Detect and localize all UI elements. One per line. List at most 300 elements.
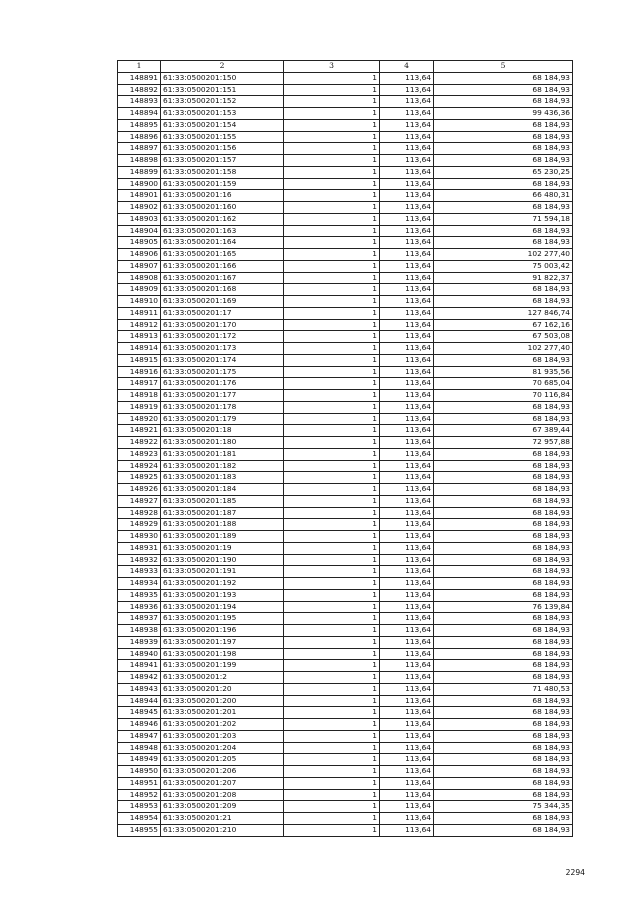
cadastral-number-cell: 61:33:0500201:187: [161, 507, 284, 519]
amount-cell: 68 184,93: [434, 789, 573, 801]
area-cell: 113,64: [380, 566, 434, 578]
table-row: [118, 284, 573, 296]
cadastral-number-cell: 61:33:0500201:165: [161, 249, 284, 261]
quantity-cell: 1: [284, 119, 380, 131]
area-cell: 113,64: [380, 683, 434, 695]
area-cell: 113,64: [380, 495, 434, 507]
row-number-cell: 148918: [118, 390, 161, 402]
table-row: [118, 625, 573, 637]
quantity-cell: 1: [284, 660, 380, 672]
table-row: [118, 119, 573, 131]
row-number-cell: 148893: [118, 96, 161, 108]
quantity-cell: 1: [284, 460, 380, 472]
cadastral-number-cell: 61:33:0500201:195: [161, 613, 284, 625]
quantity-cell: 1: [284, 143, 380, 155]
row-number-cell: 148950: [118, 766, 161, 778]
table-row: [118, 202, 573, 214]
table-row: [118, 542, 573, 554]
row-number-cell: 148924: [118, 460, 161, 472]
quantity-cell: 1: [284, 801, 380, 813]
amount-cell: 68 184,93: [434, 237, 573, 249]
amount-cell: 68 184,93: [434, 813, 573, 825]
area-cell: 113,64: [380, 96, 434, 108]
table-row: [118, 296, 573, 308]
amount-cell: 68 184,93: [434, 519, 573, 531]
amount-cell: 68 184,93: [434, 660, 573, 672]
data-table: [117, 60, 573, 837]
quantity-cell: 1: [284, 695, 380, 707]
table-row: [118, 343, 573, 355]
column-header-5: 5: [434, 61, 573, 73]
cadastral-number-cell: 61:33:0500201:21: [161, 813, 284, 825]
area-cell: 113,64: [380, 296, 434, 308]
row-number-cell: 148945: [118, 707, 161, 719]
area-cell: 113,64: [380, 672, 434, 684]
amount-cell: 68 184,93: [434, 448, 573, 460]
row-number-cell: 148910: [118, 296, 161, 308]
table-row: [118, 131, 573, 143]
area-cell: 113,64: [380, 460, 434, 472]
cadastral-number-cell: 61:33:0500201:167: [161, 272, 284, 284]
row-number-cell: 148911: [118, 307, 161, 319]
row-number-cell: 148907: [118, 260, 161, 272]
row-number-cell: 148954: [118, 813, 161, 825]
amount-cell: 68 184,93: [434, 495, 573, 507]
table-row: [118, 425, 573, 437]
row-number-cell: 148927: [118, 495, 161, 507]
row-number-cell: 148946: [118, 719, 161, 731]
cadastral-number-cell: 61:33:0500201:174: [161, 354, 284, 366]
row-number-cell: 148941: [118, 660, 161, 672]
quantity-cell: 1: [284, 578, 380, 590]
quantity-cell: 1: [284, 589, 380, 601]
quantity-cell: 1: [284, 425, 380, 437]
row-number-cell: 148905: [118, 237, 161, 249]
quantity-cell: 1: [284, 131, 380, 143]
amount-cell: 76 139,84: [434, 601, 573, 613]
area-cell: 113,64: [380, 719, 434, 731]
area-cell: 113,64: [380, 789, 434, 801]
cadastral-number-cell: 61:33:0500201:20: [161, 683, 284, 695]
cadastral-number-cell: 61:33:0500201:169: [161, 296, 284, 308]
amount-cell: 68 184,93: [434, 531, 573, 543]
cadastral-number-cell: 61:33:0500201:182: [161, 460, 284, 472]
table-row: [118, 824, 573, 836]
quantity-cell: 1: [284, 225, 380, 237]
quantity-cell: 1: [284, 108, 380, 120]
row-number-cell: 148912: [118, 319, 161, 331]
table-row: [118, 695, 573, 707]
amount-cell: 81 935,56: [434, 366, 573, 378]
table-row: [118, 96, 573, 108]
quantity-cell: 1: [284, 166, 380, 178]
row-number-cell: 148923: [118, 448, 161, 460]
cadastral-number-cell: 61:33:0500201:163: [161, 225, 284, 237]
row-number-cell: 148908: [118, 272, 161, 284]
cadastral-number-cell: 61:33:0500201:151: [161, 84, 284, 96]
quantity-cell: 1: [284, 683, 380, 695]
amount-cell: 68 184,93: [434, 460, 573, 472]
quantity-cell: 1: [284, 260, 380, 272]
amount-cell: 68 184,93: [434, 143, 573, 155]
area-cell: 113,64: [380, 625, 434, 637]
cadastral-number-cell: 61:33:0500201:156: [161, 143, 284, 155]
area-cell: 113,64: [380, 648, 434, 660]
quantity-cell: 1: [284, 519, 380, 531]
cadastral-number-cell: 61:33:0500201:160: [161, 202, 284, 214]
table-row: [118, 366, 573, 378]
row-number-cell: 148899: [118, 166, 161, 178]
amount-cell: 68 184,93: [434, 766, 573, 778]
area-cell: 113,64: [380, 401, 434, 413]
row-number-cell: 148900: [118, 178, 161, 190]
row-number-cell: 148891: [118, 72, 161, 84]
area-cell: 113,64: [380, 472, 434, 484]
cadastral-number-cell: 61:33:0500201:180: [161, 437, 284, 449]
amount-cell: 68 184,93: [434, 695, 573, 707]
area-cell: 113,64: [380, 249, 434, 261]
table-row: [118, 648, 573, 660]
amount-cell: 70 685,04: [434, 378, 573, 390]
quantity-cell: 1: [284, 190, 380, 202]
cadastral-number-cell: 61:33:0500201:200: [161, 695, 284, 707]
cadastral-number-cell: 61:33:0500201:158: [161, 166, 284, 178]
table-row: [118, 390, 573, 402]
area-cell: 113,64: [380, 225, 434, 237]
cadastral-number-cell: 61:33:0500201:178: [161, 401, 284, 413]
table-row: [118, 730, 573, 742]
row-number-cell: 148937: [118, 613, 161, 625]
quantity-cell: 1: [284, 484, 380, 496]
amount-cell: 127 846,74: [434, 307, 573, 319]
cadastral-number-cell: 61:33:0500201:210: [161, 824, 284, 836]
amount-cell: 68 184,93: [434, 625, 573, 637]
amount-cell: 68 184,93: [434, 296, 573, 308]
row-number-cell: 148955: [118, 824, 161, 836]
quantity-cell: 1: [284, 249, 380, 261]
quantity-cell: 1: [284, 672, 380, 684]
table-row: [118, 108, 573, 120]
area-cell: 113,64: [380, 813, 434, 825]
amount-cell: 65 230,25: [434, 166, 573, 178]
amount-cell: 70 116,84: [434, 390, 573, 402]
quantity-cell: 1: [284, 648, 380, 660]
table-row: [118, 566, 573, 578]
row-number-cell: 148944: [118, 695, 161, 707]
area-cell: 113,64: [380, 437, 434, 449]
row-number-cell: 148917: [118, 378, 161, 390]
cadastral-number-cell: 61:33:0500201:192: [161, 578, 284, 590]
area-cell: 113,64: [380, 531, 434, 543]
amount-cell: 67 503,08: [434, 331, 573, 343]
amount-cell: 75 344,35: [434, 801, 573, 813]
row-number-cell: 148909: [118, 284, 161, 296]
area-cell: 113,64: [380, 260, 434, 272]
amount-cell: 68 184,93: [434, 648, 573, 660]
cadastral-number-cell: 61:33:0500201:155: [161, 131, 284, 143]
area-cell: 113,64: [380, 742, 434, 754]
amount-cell: 102 277,40: [434, 249, 573, 261]
area-cell: 113,64: [380, 425, 434, 437]
quantity-cell: 1: [284, 472, 380, 484]
amount-cell: 99 436,36: [434, 108, 573, 120]
amount-cell: 68 184,93: [434, 554, 573, 566]
table-row: [118, 531, 573, 543]
cadastral-number-cell: 61:33:0500201:204: [161, 742, 284, 754]
amount-cell: 68 184,93: [434, 413, 573, 425]
row-number-cell: 148913: [118, 331, 161, 343]
amount-cell: 91 822,37: [434, 272, 573, 284]
row-number-cell: 148901: [118, 190, 161, 202]
row-number-cell: 148934: [118, 578, 161, 590]
amount-cell: 68 184,93: [434, 566, 573, 578]
row-number-cell: 148952: [118, 789, 161, 801]
row-number-cell: 148906: [118, 249, 161, 261]
area-cell: 113,64: [380, 190, 434, 202]
table-row: [118, 319, 573, 331]
cadastral-number-cell: 61:33:0500201:159: [161, 178, 284, 190]
quantity-cell: 1: [284, 625, 380, 637]
amount-cell: 68 184,93: [434, 542, 573, 554]
amount-cell: 68 184,93: [434, 672, 573, 684]
cadastral-number-cell: 61:33:0500201:179: [161, 413, 284, 425]
amount-cell: 68 184,93: [434, 84, 573, 96]
table-row: [118, 190, 573, 202]
table-row: [118, 789, 573, 801]
amount-cell: 71 480,53: [434, 683, 573, 695]
cadastral-number-cell: 61:33:0500201:154: [161, 119, 284, 131]
quantity-cell: 1: [284, 777, 380, 789]
amount-cell: 68 184,93: [434, 178, 573, 190]
cadastral-number-cell: 61:33:0500201:175: [161, 366, 284, 378]
quantity-cell: 1: [284, 613, 380, 625]
area-cell: 113,64: [380, 155, 434, 167]
table-row: [118, 237, 573, 249]
row-number-cell: 148936: [118, 601, 161, 613]
row-number-cell: 148903: [118, 213, 161, 225]
amount-cell: 68 184,93: [434, 824, 573, 836]
row-number-cell: 148898: [118, 155, 161, 167]
area-cell: 113,64: [380, 484, 434, 496]
cadastral-number-cell: 61:33:0500201:2: [161, 672, 284, 684]
row-number-cell: 148892: [118, 84, 161, 96]
amount-cell: 67 389,44: [434, 425, 573, 437]
cadastral-number-cell: 61:33:0500201:168: [161, 284, 284, 296]
row-number-cell: 148894: [118, 108, 161, 120]
row-number-cell: 148949: [118, 754, 161, 766]
quantity-cell: 1: [284, 730, 380, 742]
area-cell: 113,64: [380, 272, 434, 284]
amount-cell: 102 277,40: [434, 343, 573, 355]
area-cell: 113,64: [380, 378, 434, 390]
row-number-cell: 148921: [118, 425, 161, 437]
table-row: [118, 413, 573, 425]
cadastral-number-cell: 61:33:0500201:209: [161, 801, 284, 813]
area-cell: 113,64: [380, 284, 434, 296]
area-cell: 113,64: [380, 354, 434, 366]
row-number-cell: 148932: [118, 554, 161, 566]
area-cell: 113,64: [380, 343, 434, 355]
table-row: [118, 307, 573, 319]
header-row: [118, 61, 573, 73]
amount-cell: 75 003,42: [434, 260, 573, 272]
quantity-cell: 1: [284, 437, 380, 449]
area-cell: 113,64: [380, 507, 434, 519]
table-row: [118, 613, 573, 625]
quantity-cell: 1: [284, 401, 380, 413]
table-row: [118, 155, 573, 167]
quantity-cell: 1: [284, 202, 380, 214]
cadastral-number-cell: 61:33:0500201:199: [161, 660, 284, 672]
quantity-cell: 1: [284, 155, 380, 167]
column-header-1: 1: [118, 61, 161, 73]
cadastral-number-cell: 61:33:0500201:188: [161, 519, 284, 531]
row-number-cell: 148915: [118, 354, 161, 366]
row-number-cell: 148929: [118, 519, 161, 531]
cadastral-number-cell: 61:33:0500201:19: [161, 542, 284, 554]
row-number-cell: 148940: [118, 648, 161, 660]
quantity-cell: 1: [284, 343, 380, 355]
quantity-cell: 1: [284, 742, 380, 754]
table-body: [118, 72, 573, 836]
amount-cell: 68 184,93: [434, 484, 573, 496]
amount-cell: 68 184,93: [434, 225, 573, 237]
area-cell: 113,64: [380, 84, 434, 96]
row-number-cell: 148943: [118, 683, 161, 695]
cadastral-number-cell: 61:33:0500201:207: [161, 777, 284, 789]
row-number-cell: 148947: [118, 730, 161, 742]
row-number-cell: 148925: [118, 472, 161, 484]
amount-cell: 68 184,93: [434, 613, 573, 625]
cadastral-number-cell: 61:33:0500201:177: [161, 390, 284, 402]
cadastral-number-cell: 61:33:0500201:150: [161, 72, 284, 84]
table-row: [118, 272, 573, 284]
table-row: [118, 507, 573, 519]
area-cell: 113,64: [380, 601, 434, 613]
quantity-cell: 1: [284, 319, 380, 331]
quantity-cell: 1: [284, 495, 380, 507]
quantity-cell: 1: [284, 554, 380, 566]
amount-cell: 68 184,93: [434, 155, 573, 167]
quantity-cell: 1: [284, 813, 380, 825]
area-cell: 113,64: [380, 660, 434, 672]
cadastral-number-cell: 61:33:0500201:197: [161, 636, 284, 648]
cadastral-number-cell: 61:33:0500201:172: [161, 331, 284, 343]
cadastral-number-cell: 61:33:0500201:190: [161, 554, 284, 566]
table-row: [118, 437, 573, 449]
row-number-cell: 148919: [118, 401, 161, 413]
amount-cell: 68 184,93: [434, 202, 573, 214]
table-row: [118, 801, 573, 813]
row-number-cell: 148914: [118, 343, 161, 355]
cadastral-number-cell: 61:33:0500201:206: [161, 766, 284, 778]
table-row: [118, 672, 573, 684]
quantity-cell: 1: [284, 307, 380, 319]
table-row: [118, 578, 573, 590]
row-number-cell: 148930: [118, 531, 161, 543]
cadastral-number-cell: 61:33:0500201:208: [161, 789, 284, 801]
row-number-cell: 148895: [118, 119, 161, 131]
cadastral-number-cell: 61:33:0500201:189: [161, 531, 284, 543]
cadastral-number-cell: 61:33:0500201:184: [161, 484, 284, 496]
amount-cell: 68 184,93: [434, 119, 573, 131]
table-row: [118, 601, 573, 613]
table-row: [118, 401, 573, 413]
area-cell: 113,64: [380, 72, 434, 84]
area-cell: 113,64: [380, 707, 434, 719]
row-number-cell: 148922: [118, 437, 161, 449]
row-number-cell: 148948: [118, 742, 161, 754]
table-row: [118, 813, 573, 825]
area-cell: 113,64: [380, 824, 434, 836]
area-cell: 113,64: [380, 730, 434, 742]
amount-cell: 72 957,88: [434, 437, 573, 449]
area-cell: 113,64: [380, 413, 434, 425]
amount-cell: 68 184,93: [434, 777, 573, 789]
cadastral-number-cell: 61:33:0500201:170: [161, 319, 284, 331]
area-cell: 113,64: [380, 542, 434, 554]
quantity-cell: 1: [284, 507, 380, 519]
amount-cell: 68 184,93: [434, 401, 573, 413]
table-row: [118, 178, 573, 190]
quantity-cell: 1: [284, 378, 380, 390]
table-row: [118, 589, 573, 601]
amount-cell: 68 184,93: [434, 730, 573, 742]
table-row: [118, 754, 573, 766]
table-row: [118, 460, 573, 472]
amount-cell: 68 184,93: [434, 284, 573, 296]
area-cell: 113,64: [380, 131, 434, 143]
area-cell: 113,64: [380, 636, 434, 648]
row-number-cell: 148916: [118, 366, 161, 378]
quantity-cell: 1: [284, 636, 380, 648]
cadastral-number-cell: 61:33:0500201:191: [161, 566, 284, 578]
quantity-cell: 1: [284, 296, 380, 308]
quantity-cell: 1: [284, 354, 380, 366]
amount-cell: 68 184,93: [434, 589, 573, 601]
area-cell: 113,64: [380, 237, 434, 249]
row-number-cell: 148928: [118, 507, 161, 519]
quantity-cell: 1: [284, 413, 380, 425]
quantity-cell: 1: [284, 601, 380, 613]
area-cell: 113,64: [380, 554, 434, 566]
cadastral-number-cell: 61:33:0500201:166: [161, 260, 284, 272]
table-row: [118, 448, 573, 460]
area-cell: 113,64: [380, 119, 434, 131]
table-row: [118, 554, 573, 566]
area-cell: 113,64: [380, 390, 434, 402]
area-cell: 113,64: [380, 213, 434, 225]
amount-cell: 68 184,93: [434, 96, 573, 108]
area-cell: 113,64: [380, 108, 434, 120]
amount-cell: 68 184,93: [434, 754, 573, 766]
quantity-cell: 1: [284, 213, 380, 225]
row-number-cell: 148931: [118, 542, 161, 554]
amount-cell: 68 184,93: [434, 742, 573, 754]
cadastral-number-cell: 61:33:0500201:181: [161, 448, 284, 460]
row-number-cell: 148896: [118, 131, 161, 143]
table-row: [118, 72, 573, 84]
cadastral-number-cell: 61:33:0500201:162: [161, 213, 284, 225]
area-cell: 113,64: [380, 754, 434, 766]
cadastral-number-cell: 61:33:0500201:16: [161, 190, 284, 202]
row-number-cell: 148933: [118, 566, 161, 578]
quantity-cell: 1: [284, 390, 380, 402]
row-number-cell: 148926: [118, 484, 161, 496]
area-cell: 113,64: [380, 578, 434, 590]
amount-cell: 68 184,93: [434, 72, 573, 84]
area-cell: 113,64: [380, 801, 434, 813]
